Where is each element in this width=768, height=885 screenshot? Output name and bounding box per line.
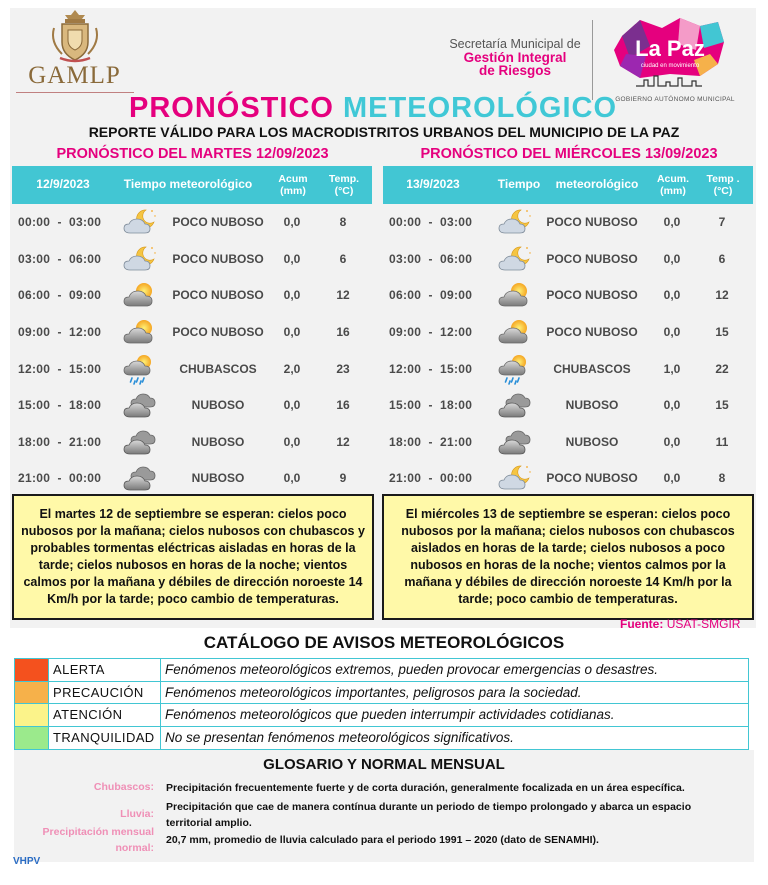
weather-desc: NUBOSO <box>191 398 245 413</box>
table-row <box>383 424 753 461</box>
glossary-title: GLOSARIO Y NORMAL MENSUAL <box>263 756 505 773</box>
time-to: 00:00 <box>69 471 102 486</box>
table-row <box>383 387 753 424</box>
weather-desc: CHUBASCOS <box>179 361 257 376</box>
weather-desc: POCO NUBOSO <box>172 251 264 266</box>
table-row <box>383 277 753 314</box>
lapaz-city-logo-icon <box>600 16 750 96</box>
temp-value: 22 <box>715 361 729 376</box>
sun-cloud-icon <box>120 277 160 314</box>
header-temp: Temp. (°C) <box>328 172 360 197</box>
time-dash: - <box>421 398 441 413</box>
time-range <box>383 387 495 424</box>
time-range <box>383 241 495 278</box>
weather-desc: NUBOSO <box>191 471 245 486</box>
temp-value: 8 <box>718 471 726 486</box>
acum-value: 0,0 <box>283 325 301 340</box>
header-acum: Acum (mm) <box>278 172 308 197</box>
forecast-table-wednesday <box>383 166 753 497</box>
time-dash: - <box>421 434 441 449</box>
acum-value: 0,0 <box>283 471 301 486</box>
coat-of-arms-icon <box>48 8 102 64</box>
catalog-level-name: TRANQUILIDAD <box>49 727 161 750</box>
title-part-1: PRONÓSTICO <box>128 92 334 124</box>
acum-value: 0,0 <box>663 325 681 340</box>
catalog-row <box>15 659 748 682</box>
glossary-term-chubascos: Chubascos: <box>93 781 154 793</box>
author-initials: VHPV <box>13 856 41 867</box>
time-from: 21:00 <box>389 471 422 486</box>
weather-desc: NUBOSO <box>565 398 619 413</box>
time-to: 15:00 <box>69 361 102 376</box>
weather-desc: POCO NUBOSO <box>172 325 264 340</box>
weather-desc: NUBOSO <box>565 434 619 449</box>
time-range <box>383 277 495 314</box>
moon-cloud-icon <box>120 204 160 241</box>
table-header <box>12 166 372 204</box>
time-dash: - <box>50 398 70 413</box>
time-from: 21:00 <box>18 471 51 486</box>
temp-value: 11 <box>715 434 729 449</box>
catalog-title: CATÁLOGO DE AVISOS METEOROLÓGICOS <box>203 633 565 652</box>
time-from: 00:00 <box>18 215 51 230</box>
time-range <box>383 424 495 461</box>
catalog-table <box>14 658 749 750</box>
acum-value: 0,0 <box>283 288 301 303</box>
temp-value: 8 <box>339 215 347 230</box>
sun-rain-cloud-icon <box>493 350 537 387</box>
secretaria-line-1: Secretaría Municipal de <box>449 37 581 51</box>
acum-value: 0,0 <box>663 471 681 486</box>
weather-desc: CHUBASCOS <box>553 361 631 376</box>
glossary-term-normal-1: Precipitación mensual <box>42 826 154 838</box>
lapaz-logo-text: La Paz <box>635 36 705 61</box>
weather-desc: NUBOSO <box>191 434 245 449</box>
time-to: 09:00 <box>69 288 102 303</box>
time-dash: - <box>50 215 70 230</box>
source-label: Fuente: <box>620 617 664 631</box>
header-weather-1: Tiempo <box>497 177 541 192</box>
table-row <box>12 314 372 351</box>
page-title <box>0 92 746 125</box>
header-date: 12/9/2023 <box>36 177 90 192</box>
catalog-row <box>15 704 748 727</box>
time-range <box>12 424 122 461</box>
weather-desc: POCO NUBOSO <box>546 251 638 266</box>
catalog-level-name: ATENCIÓN <box>49 704 161 726</box>
temp-value: 15 <box>715 325 729 340</box>
catalog-level-name: PRECAUCIÓN <box>49 682 161 704</box>
title-part-2: METEOROLÓGICO <box>343 92 618 124</box>
time-dash: - <box>50 361 70 376</box>
source-value: USAT-SMGIR <box>666 617 741 631</box>
acum-value: 0,0 <box>283 434 301 449</box>
source-note <box>620 617 740 631</box>
time-from: 03:00 <box>389 251 422 266</box>
temp-value: 6 <box>718 251 726 266</box>
table-row <box>12 424 372 461</box>
cloud-icon <box>120 424 160 461</box>
table-row <box>383 204 753 241</box>
time-to: 15:00 <box>440 361 473 376</box>
gam-text: GOBIERNO AUTÓNOMO MUNICIPAL <box>615 96 735 103</box>
weather-desc: POCO NUBOSO <box>172 215 264 230</box>
moon-cloud-icon <box>493 204 537 241</box>
weather-desc: POCO NUBOSO <box>546 288 638 303</box>
time-range <box>383 314 495 351</box>
header-date: 13/9/2023 <box>406 177 460 192</box>
temp-value: 23 <box>336 361 350 376</box>
time-from: 15:00 <box>18 398 51 413</box>
table-row <box>12 241 372 278</box>
catalog-row <box>15 682 748 705</box>
time-range <box>12 387 122 424</box>
header-acum: Acum. (mm) <box>656 172 690 197</box>
cloud-icon <box>493 424 537 461</box>
temp-value: 9 <box>339 471 347 486</box>
table-row <box>12 387 372 424</box>
catalog-swatch <box>15 659 49 681</box>
time-from: 03:00 <box>18 251 51 266</box>
acum-value: 2,0 <box>283 361 301 376</box>
catalog-level-desc: Fenómenos meteorológicos que pueden interrumpir actividades cotidianas. <box>165 707 615 723</box>
temp-value: 15 <box>715 398 729 413</box>
moon-cloud-icon <box>493 241 537 278</box>
time-from: 18:00 <box>18 434 51 449</box>
sun-cloud-icon <box>120 314 160 351</box>
time-to: 21:00 <box>69 434 102 449</box>
summary-wednesday: El miércoles 13 de septiembre se esperan: cielos poco nubosos por la mañana; cielos nubosos con chubascos aislados en horas de la tarde; cielos nubosos a poco nubosos en horas de la noche; vientos calmos por la mañana y débiles de dirección noroeste 14 Km/h por la tarde; poco cambio de temperaturas. <box>382 494 754 620</box>
table-body <box>12 204 372 497</box>
time-range <box>12 350 122 387</box>
acum-value: 0,0 <box>663 251 681 266</box>
summary-tuesday: El martes 12 de septiembre se esperan: cielos poco nubosos por la mañana; cielos nubosos con chubascos y probables tormentas eléctricas aisladas en horas de la tarde; cielos nubosos en horas de la noche; vientos calmos por la mañana y débiles de dirección noroeste 14 Km/h por la tarde; poco cambio de temperaturas. <box>12 494 374 620</box>
catalog-level-desc: No se presentan fenómenos meteorológicos significativos. <box>165 730 514 746</box>
time-from: 15:00 <box>389 398 422 413</box>
sun-cloud-icon <box>493 277 537 314</box>
time-dash: - <box>50 251 70 266</box>
header-weather: Tiempo meteorológico <box>123 177 253 192</box>
temp-value: 12 <box>336 434 350 449</box>
weather-desc: POCO NUBOSO <box>546 215 638 230</box>
time-dash: - <box>421 251 441 266</box>
time-dash: - <box>50 434 70 449</box>
sun-cloud-icon <box>493 314 537 351</box>
time-to: 12:00 <box>440 325 473 340</box>
glossary-def-normal: 20,7 mm, promedio de lluvia calculado para el periodo 1991 – 2020 (dato de SENAMHI). <box>166 834 599 846</box>
temp-value: 16 <box>336 398 350 413</box>
time-range <box>12 241 122 278</box>
day-title-tuesday: PRONÓSTICO DEL MARTES 12/09/2023 <box>56 146 329 162</box>
temp-value: 6 <box>339 251 347 266</box>
time-to: 18:00 <box>440 398 473 413</box>
time-from: 06:00 <box>18 288 51 303</box>
table-row <box>12 350 372 387</box>
weather-desc: POCO NUBOSO <box>172 288 264 303</box>
table-row <box>383 241 753 278</box>
acum-value: 0,0 <box>663 215 681 230</box>
time-range <box>383 460 495 497</box>
table-body <box>383 204 753 497</box>
acum-value: 0,0 <box>663 398 681 413</box>
time-dash: - <box>50 288 70 303</box>
time-range <box>12 460 122 497</box>
header-divider <box>592 20 593 100</box>
secretaria-line-2: Gestión Integral <box>463 49 567 65</box>
catalog-swatch <box>15 682 49 704</box>
acum-value: 0,0 <box>283 215 301 230</box>
time-from: 00:00 <box>389 215 422 230</box>
gamlp-logo-text: GAMLP <box>28 62 121 89</box>
table-row <box>12 204 372 241</box>
time-to: 21:00 <box>440 434 473 449</box>
time-to: 06:00 <box>69 251 102 266</box>
secretaria-logo <box>445 38 585 78</box>
acum-value: 0,0 <box>663 288 681 303</box>
weather-desc: POCO NUBOSO <box>546 325 638 340</box>
table-row <box>383 350 753 387</box>
table-row <box>12 460 372 497</box>
time-to: 00:00 <box>440 471 473 486</box>
time-from: 09:00 <box>389 325 422 340</box>
catalog-level-desc: Fenómenos meteorológicos importantes, peligrosos para la sociedad. <box>165 684 582 700</box>
time-range <box>383 204 495 241</box>
report-subtitle: REPORTE VÁLIDO PARA LOS MACRODISTRITOS URBANOS DEL MUNICIPIO DE LA PAZ <box>88 124 680 140</box>
glossary-term-normal-2: normal: <box>115 842 154 854</box>
time-to: 12:00 <box>69 325 102 340</box>
moon-cloud-icon <box>120 241 160 278</box>
cloud-icon <box>120 460 160 497</box>
catalog-swatch <box>15 704 49 726</box>
catalog-level-desc: Fenómenos meteorológicos extremos, pueden provocar emergencias o desastres. <box>165 662 659 678</box>
secretaria-line-3: de Riesgos <box>478 63 552 78</box>
day-title-wednesday: PRONÓSTICO DEL MIÉRCOLES 13/09/2023 <box>420 146 718 162</box>
time-dash: - <box>421 288 441 303</box>
time-dash: - <box>421 471 441 486</box>
glossary-def-lluvia: Precipitación que cae de manera contínua durante un periodo de tiempo prolongado y abarca un espacio territorial amplio. <box>166 801 692 830</box>
time-from: 18:00 <box>389 434 422 449</box>
time-from: 09:00 <box>18 325 51 340</box>
time-to: 06:00 <box>440 251 473 266</box>
gamlp-logo <box>12 8 137 100</box>
time-dash: - <box>421 361 441 376</box>
sun-rain-cloud-icon <box>120 350 160 387</box>
acum-value: 0,0 <box>283 398 301 413</box>
time-dash: - <box>421 325 441 340</box>
time-range <box>12 204 122 241</box>
time-from: 06:00 <box>389 288 422 303</box>
time-to: 18:00 <box>69 398 102 413</box>
moon-cloud-icon <box>493 460 537 497</box>
glossary-term-lluvia: Lluvia: <box>120 808 154 820</box>
time-from: 12:00 <box>18 361 51 376</box>
table-row <box>383 460 753 497</box>
time-dash: - <box>50 325 70 340</box>
glossary-def-chubascos: Precipitación frecuentemente fuerte y de corta duración, generalmente focalizada en un área específica. <box>166 782 685 794</box>
time-range <box>12 314 122 351</box>
temp-value: 16 <box>336 325 350 340</box>
weather-desc: POCO NUBOSO <box>546 471 638 486</box>
temp-value: 12 <box>715 288 729 303</box>
catalog-row <box>15 727 748 750</box>
forecast-table-tuesday <box>12 166 372 497</box>
table-row <box>383 314 753 351</box>
time-range <box>383 350 495 387</box>
acum-value: 0,0 <box>663 434 681 449</box>
cloud-icon <box>493 387 537 424</box>
lapaz-tagline: ciudad en movimiento <box>640 63 700 69</box>
cloud-icon <box>120 387 160 424</box>
time-to: 03:00 <box>440 215 473 230</box>
catalog-level-name: ALERTA <box>49 659 161 681</box>
temp-value: 7 <box>718 215 726 230</box>
acum-value: 0,0 <box>283 251 301 266</box>
catalog-swatch <box>15 727 49 750</box>
time-dash: - <box>50 471 70 486</box>
time-range <box>12 277 122 314</box>
temp-value: 12 <box>336 288 350 303</box>
table-row <box>12 277 372 314</box>
table-header <box>383 166 753 204</box>
time-dash: - <box>421 215 441 230</box>
header-weather-2: meteorológico <box>555 177 639 192</box>
time-from: 12:00 <box>389 361 422 376</box>
time-to: 09:00 <box>440 288 473 303</box>
header-temp: Temp . (°C) <box>706 172 740 197</box>
acum-value: 1,0 <box>663 361 681 376</box>
time-to: 03:00 <box>69 215 102 230</box>
